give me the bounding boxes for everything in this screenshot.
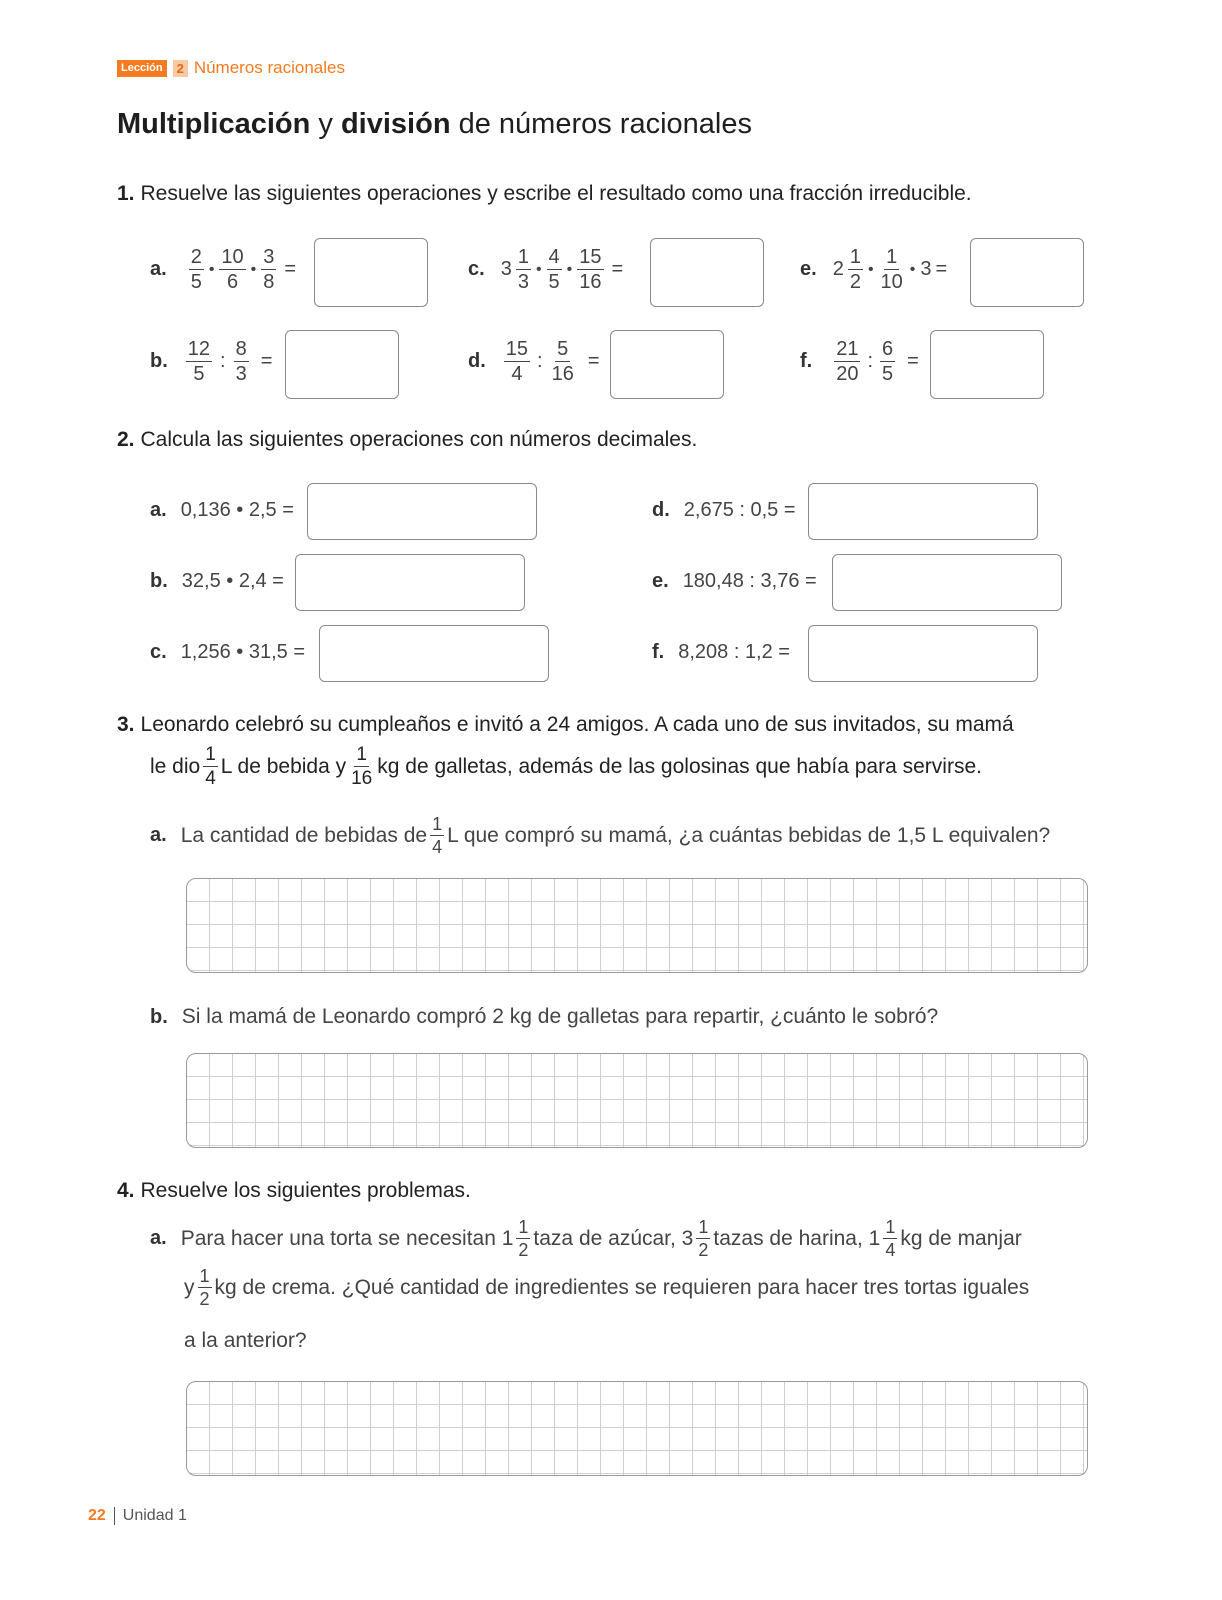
answer-box-2d[interactable] — [808, 483, 1038, 540]
exercise-1f: f. $\frac{21}{20}$ : $\frac{6}{5}$ = — [800, 338, 919, 385]
fraction: $\frac{4}{5}$ — [548, 246, 560, 293]
lesson-number: 2 — [173, 60, 188, 77]
fraction: $\frac{1}{10}$ — [880, 246, 903, 293]
title-y: y — [310, 108, 341, 140]
fraction: $\frac{1}{4}$ — [885, 1217, 896, 1260]
exercise-1b: b. $\frac{12}{5}$ : $\frac{8}{3}$ = — [150, 338, 273, 385]
work-grid-4a[interactable] — [186, 1381, 1088, 1476]
item-label: b. — [150, 350, 168, 372]
fraction: $\frac{8}{3}$ — [235, 338, 247, 385]
exercise-2f: f. 8,208 : 1,2 = — [652, 641, 790, 663]
unit-label: Unidad 1 — [122, 1507, 187, 1524]
footer-divider — [114, 1507, 115, 1525]
question-number: 2. — [117, 428, 135, 451]
page-number: 22 — [88, 1507, 106, 1524]
fraction: $\frac{5}{16}$ — [551, 338, 574, 385]
fraction: $\frac{6}{5}$ — [882, 338, 894, 385]
question-number: 3. — [117, 713, 135, 736]
fraction: $\frac{1}{2}$ — [849, 246, 861, 293]
exercise-3a: a. La cantidad de bebidas de $\frac{1}{4}$ L que compró su mamá, ¿a cuántas bebidas de 1,5 L equivalen? — [150, 814, 1051, 857]
question-3-line2: le dio $\frac{1}{4}$ L de bebida y $\frac{1}{16}$ kg de galletas, además de las golosinas que había para servirse. — [150, 744, 982, 789]
question-4 — [117, 1179, 471, 1203]
answer-box-1a[interactable] — [314, 238, 428, 307]
work-grid-3a[interactable] — [186, 878, 1088, 973]
exercise-3b: b. Si la mamá de Leonardo compró 2 kg de galletas para repartir, ¿cuánto le sobró? — [150, 1005, 939, 1028]
work-grid-3b[interactable] — [186, 1053, 1088, 1148]
fraction: $\frac{2}{5}$ — [190, 246, 202, 293]
lesson-header — [117, 58, 345, 78]
answer-box-2a[interactable] — [307, 483, 537, 540]
answer-box-1d[interactable] — [610, 330, 724, 399]
question-number: 1. — [117, 182, 135, 205]
exercise-2b: b. 32,5 • 2,4 = — [150, 570, 284, 592]
exercise-4a-line1: a. Para hacer una torta se necesitan 1 $\frac{1}{2}$ taza de azúcar, 3 $\frac{1}{2}$ tazas de harina, 1 $\frac{1}{4}$ kg de manjar — [150, 1217, 1022, 1260]
exercise-2c: c. 1,256 • 31,5 = — [150, 641, 306, 663]
item-label: f. — [800, 350, 813, 372]
fraction: $\frac{1}{3}$ — [517, 246, 529, 293]
question-number: 4. — [117, 1179, 135, 1202]
exercise-1e: e. 2 $\frac{1}{2}$ • $\frac{1}{10}$ • 3 = — [800, 246, 948, 293]
item-label: e. — [800, 258, 817, 280]
title-division: división — [340, 108, 451, 140]
answer-box-2b[interactable] — [295, 554, 525, 611]
fraction: $\frac{1}{2}$ — [518, 1217, 529, 1260]
fraction: $\frac{3}{8}$ — [263, 246, 275, 293]
answer-box-2f[interactable] — [808, 625, 1038, 682]
item-label: c. — [468, 258, 485, 280]
question-2 — [117, 428, 697, 452]
exercise-2a: a. 0,136 • 2,5 = — [150, 499, 294, 521]
answer-box-1e[interactable] — [970, 238, 1084, 307]
answer-box-1b[interactable] — [285, 330, 399, 399]
fraction: $\frac{1}{16}$ — [351, 744, 373, 789]
fraction: $\frac{1}{4}$ — [205, 744, 216, 789]
lesson-tag: Lección — [117, 60, 167, 77]
exercise-4a-line2: y $\frac{1}{2}$ kg de crema. ¿Qué cantidad de ingredientes se requieren para hacer tres tortas iguales — [184, 1266, 1030, 1309]
exercise-2d: d. 2,675 : 0,5 = — [652, 499, 796, 521]
answer-box-2e[interactable] — [832, 554, 1062, 611]
exercise-1a: a. $\frac{2}{5}$ • $\frac{10}{6}$ • $\frac{3}{8}$ = — [150, 246, 297, 293]
title-rest: de números racionales — [450, 108, 752, 140]
question-text: Calcula las siguientes operaciones con números decimales. — [140, 428, 698, 451]
page-title — [117, 108, 752, 141]
fraction: $\frac{1}{4}$ — [432, 814, 443, 857]
exercise-4a-line3: a la anterior? — [184, 1329, 307, 1352]
exercise-1c: c. 3 $\frac{1}{3}$ • $\frac{4}{5}$ • $\frac{15}{16}$ = — [468, 246, 624, 293]
answer-box-1f[interactable] — [930, 330, 1044, 399]
item-label: d. — [468, 350, 486, 372]
fraction: $\frac{1}{2}$ — [698, 1217, 709, 1260]
fraction: $\frac{21}{20}$ — [836, 338, 859, 385]
question-text: Leonardo celebró su cumpleaños e invitó a 24 amigos. A cada uno de sus invitados, su mamá — [140, 713, 1014, 736]
answer-box-1c[interactable] — [650, 238, 764, 307]
item-label: a. — [150, 258, 167, 280]
question-text: Resuelve las siguientes operaciones y escribe el resultado como una fracción irreducible. — [140, 182, 972, 205]
fraction: $\frac{1}{2}$ — [199, 1266, 210, 1309]
fraction: $\frac{10}{6}$ — [221, 246, 244, 293]
answer-box-2c[interactable] — [319, 625, 549, 682]
exercise-1d: d. $\frac{15}{4}$ : $\frac{5}{16}$ = — [468, 338, 600, 385]
lesson-title: Números racionales — [193, 58, 345, 77]
page-footer — [88, 1507, 187, 1525]
fraction: $\frac{15}{16}$ — [579, 246, 602, 293]
question-text: Resuelve los siguientes problemas. — [140, 1179, 471, 1202]
title-multiplicacion: Multiplicación — [117, 108, 311, 140]
question-1 — [117, 182, 972, 206]
question-3-line1 — [117, 713, 1014, 737]
exercise-2e: e. 180,48 : 3,76 = — [652, 570, 817, 592]
fraction: $\frac{15}{4}$ — [505, 338, 529, 385]
fraction: $\frac{12}{5}$ — [187, 338, 211, 385]
